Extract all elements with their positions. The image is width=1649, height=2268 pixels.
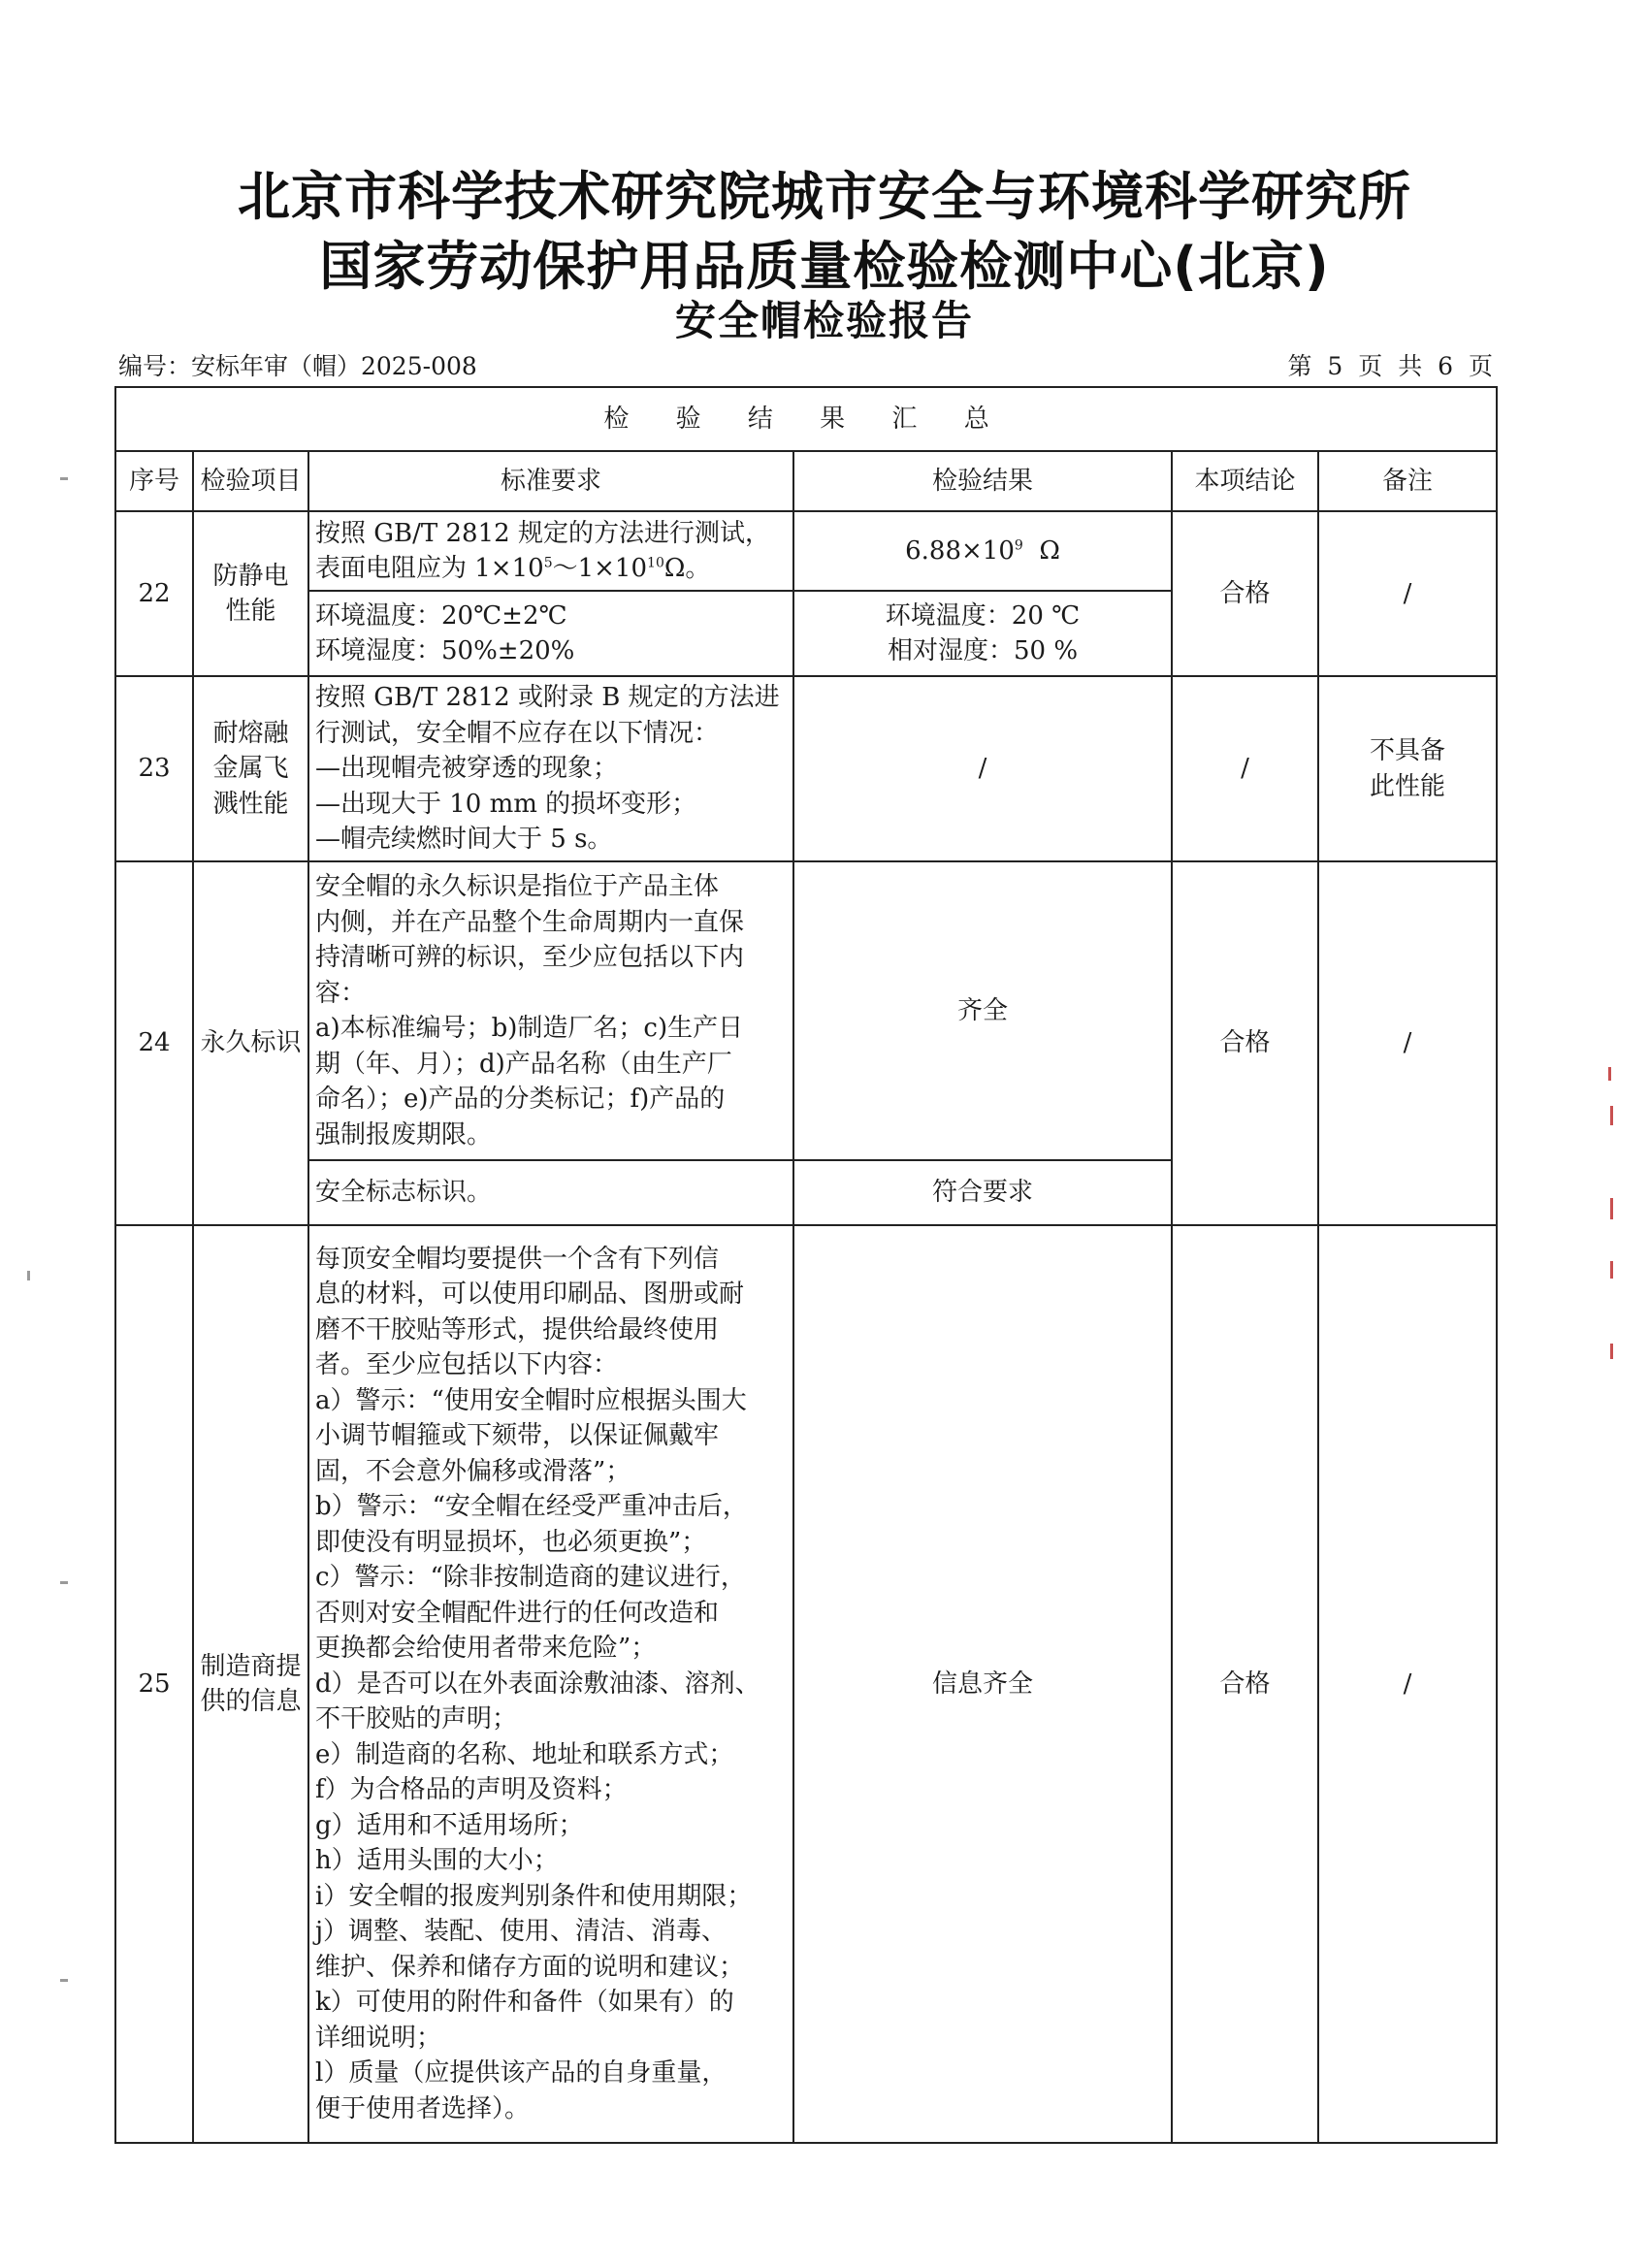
table-row <box>115 861 1497 1160</box>
row-number: 23 <box>115 676 193 861</box>
row-requirement-env: 环境温度：20℃±2℃ 环境湿度：50%±20% <box>308 591 793 676</box>
seal-edge-mark <box>1610 1106 1613 1125</box>
table-row <box>115 1225 1497 2143</box>
inspection-results-table <box>114 386 1498 2144</box>
row-result: $6.88\times 10^9$ Ω <box>793 511 1172 591</box>
seal-edge-mark <box>1610 1198 1613 1219</box>
row-result: 齐全 <box>793 861 1172 1160</box>
page-indicator: 第 5 页 共 6 页 <box>1287 352 1497 380</box>
scan-speck <box>60 1581 68 1584</box>
row-conclusion: 合格 <box>1172 511 1318 676</box>
table-row <box>115 511 1497 591</box>
row-number: 24 <box>115 861 193 1225</box>
scan-speck <box>60 477 68 480</box>
row-number: 22 <box>115 511 193 676</box>
row-requirement-sign: 安全标志标识。 <box>308 1160 793 1225</box>
row-remark: 不具备 此性能 <box>1318 676 1497 861</box>
row-item: 制造商提 供的信息 <box>193 1225 308 2143</box>
row-item: 耐熔融 金属飞 溅性能 <box>193 676 308 861</box>
row-result: 信息齐全 <box>793 1225 1172 2143</box>
row-number: 25 <box>115 1225 193 2143</box>
col-header-requirement: 标准要求 <box>308 451 793 511</box>
row-remark: / <box>1318 511 1497 676</box>
row-requirement: 每顶安全帽均要提供一个含有下列信 息的材料，可以使用印刷品、图册或耐 磨不干胶贴等形式，提供给最终使用 者。至少应包括以下内容： a）警示：“使用安全帽时应根据头围大 小调节帽箍或下颏带，以保证佩戴牢 固，不会意外偏移或滑落”； b）警示：“安全帽在经受严重冲击后， 即使没有明显损坏，也必须更换”； c）警示：“除非按制造商的建议进行， 否则对安全帽配件进行的任何改造和 更换都会给使用者带来危险”； d）是否可以在外表面涂敷油漆、溶剂、 不干胶贴的声明； e）制造商的名称、地址和联系方式； f）为合格品的声明及资料； g）适用和不适用场所； h）适用头围的大小； i）安全帽的报废判别条件和使用期限； j）调整、装配、使用、清洁、消毒、 维护、保养和储存方面的说明和建议； k）可使用的附件和备件（如果有）的 详细说明； l）质量（应提供该产品的自身重量， 便于使用者选择）。 <box>308 1225 793 2143</box>
col-header-item: 检验项目 <box>193 451 308 511</box>
table-header-row <box>115 451 1497 511</box>
seal-edge-mark <box>1610 1261 1613 1279</box>
col-header-no: 序号 <box>115 451 193 511</box>
table-title: 检 验 结 果 汇 总 <box>115 387 1497 451</box>
seal-edge-mark <box>1608 1067 1611 1081</box>
report-number: 编号：安标年审（帽）2025-008 <box>118 352 477 380</box>
table-row <box>115 676 1497 861</box>
row-requirement: 按照 GB/T 2812 或附录 B 规定的方法进 行测试，安全帽不应存在以下情况： —出现帽壳被穿透的现象； —出现大于 10 mm 的损坏变形； —帽壳续燃时间大于 5 s。 <box>308 676 793 861</box>
row-conclusion: / <box>1172 676 1318 861</box>
scan-speck <box>60 1979 68 1982</box>
report-center-title: 国家劳动保护用品质量检验检测中心(北京) <box>319 236 1330 297</box>
report-institute-title: 北京市科学技术研究院城市安全与环境科学研究所 <box>238 166 1411 227</box>
scan-speck <box>27 1271 30 1280</box>
col-header-conclusion: 本项结论 <box>1172 451 1318 511</box>
col-header-remark: 备注 <box>1318 451 1497 511</box>
row-conclusion: 合格 <box>1172 1225 1318 2143</box>
report-title: 安全帽检验报告 <box>674 297 974 344</box>
row-result: / <box>793 676 1172 861</box>
row-result-sign: 符合要求 <box>793 1160 1172 1225</box>
row-conclusion: 合格 <box>1172 861 1318 1225</box>
row-item: 防静电 性能 <box>193 511 308 676</box>
seal-edge-mark <box>1610 1344 1613 1359</box>
row-requirement: 安全帽的永久标识是指位于产品主体 内侧，并在产品整个生命周期内一直保 持清晰可辨的标识，至少应包括以下内 容： a)本标准编号；b)制造厂名；c)生产日 期（年、月）；d)产品名称（由生产厂 命名）；e)产品的分类标记；f)产品的 强制报废期限。 <box>308 861 793 1160</box>
row-requirement: 按照 GB/T 2812 规定的方法进行测试， 表面电阻应为 $1\times 10^5\sim 1\times 10^{10}\Omega$。 <box>308 511 793 591</box>
row-item: 永久标识 <box>193 861 308 1225</box>
col-header-result: 检验结果 <box>793 451 1172 511</box>
row-remark: / <box>1318 861 1497 1225</box>
row-remark: / <box>1318 1225 1497 2143</box>
row-result-env: 环境温度：20 ℃ 相对湿度：50 % <box>793 591 1172 676</box>
